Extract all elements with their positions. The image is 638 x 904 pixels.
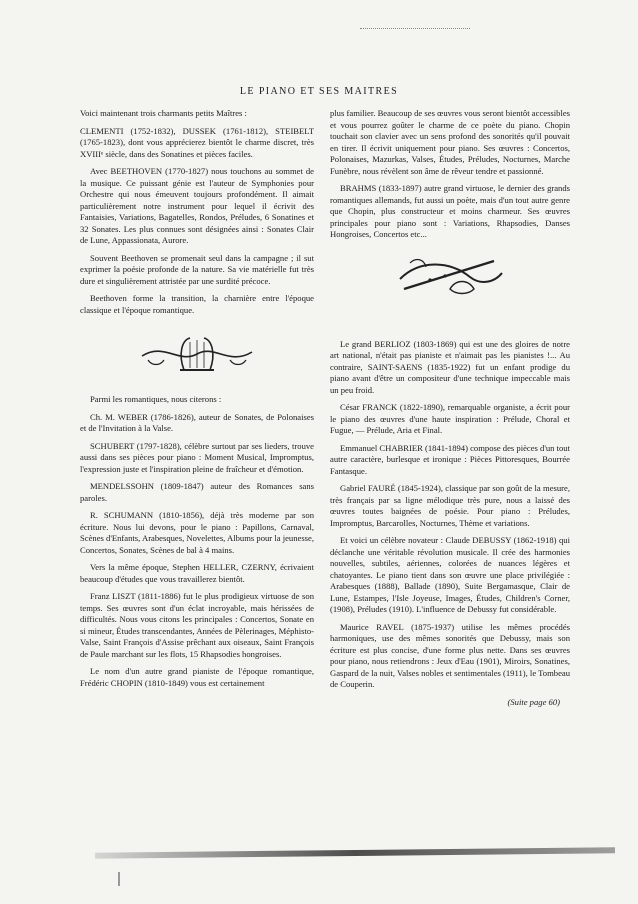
- paragraph: Ch. M. WEBER (1786-1826), auteur de Sonates, de Polonaises et de l'Invitation à la Valse.: [80, 411, 314, 433]
- flute-ornament-icon: [390, 249, 510, 299]
- scan-smudge: [360, 28, 470, 32]
- paragraph: Et voici un célèbre novateur : Claude DEBUSSY (1862-1918) qui déclanche une véritable révolution musicale. Il crée des harmonies nouvelles, subtiles, aériennes, colorées de nuances légères et chatoyantes. Le piano tient dans son œuvre une place privilégiée : Arabesques (1888), Ballade (1890), Suite Bergamasque, Clair de Lune, Estampes, l'Isle Joyeuse, Images, Études, Children's Corner, (1908), Préludes (1910). L'influence de Debussy fut considérable.: [330, 535, 570, 614]
- paragraph: MENDELSSOHN (1809-1847) auteur des Romances sans paroles.: [80, 481, 314, 503]
- paragraph: R. SCHUMANN (1810-1856), déjà très moderne par son écriture. Nous lui devons, pour le piano : Papillons, Carnaval, Scènes d'Enfants, Arabesques, Novelettes, Albums pour la jeunesse, Concertos, Sonates, Scènes de bal à 4 mains.: [80, 510, 314, 555]
- paragraph: Le nom d'un autre grand pianiste de l'époque romantique, Frédéric CHOPIN (1810-1849) vous est certainement: [80, 666, 314, 688]
- paragraph: Beethoven forme la transition, la charnière entre l'époque classique et l'époque romantique.: [80, 293, 314, 315]
- paragraph: CLEMENTI (1752-1832), DUSSEK (1761-1812), STEIBELT (1765-1823), dont vous apprécierez bientôt le charme discret, très XVIIIᵉ siècle, dans des Sonatines et pièces faciles.: [80, 125, 314, 159]
- right-column: [330, 108, 570, 708]
- paragraph: Voici maintenant trois charmants petits Maîtres :: [80, 108, 247, 118]
- paragraph: Le grand BERLIOZ (1803-1869) qui est une des gloires de notre art national, n'était pas pianiste et n'aimait pas les pianistes !... Au contraire, SAINT-SAENS (1835-1922) fut un enfant prodige du piano avant d'être un compositeur d'une technique impeccable mais un peu froid.: [330, 338, 570, 395]
- paragraph: Avec BEETHOVEN (1770-1827) nous touchons au sommet de la musique. Ce puissant génie est l'auteur de Symphonies pour Orchestre qui nous émeuvent toujours profondément. Il aimait particulièrement notre instrument pour lequel il écrivit des Fantaisies, Variations, Bagatelles, Rondos, Préludes, 6 Sonatines et 32 Sonates. Les plus connues sont désignées ainsi : Sonates Clair de Lune, Appassionata, Aurore.: [80, 166, 314, 245]
- paragraph: Vers la même époque, Stephen HELLER, CZERNY, écrivaient beaucoup d'études que vous travaillerez bientôt.: [80, 562, 314, 584]
- left-column: [80, 108, 314, 695]
- lyre-ornament-icon: [134, 334, 260, 374]
- paragraph: Maurice RAVEL (1875-1937) utilise les mêmes procédés harmoniques, use des mêmes sonorités que Debussy, mais son écriture est plus concise, d'une forme plus nette. Dans ses œuvres pour piano, nous retiendrons : Jeux d'Eau (1901), Miroirs, Sonatines, Gaspard de la nuit, Valses nobles et sentimentales (1911), le Tombeau de Couperin.: [330, 621, 570, 689]
- scan-mark: [118, 872, 120, 886]
- paragraph: Emmanuel CHABRIER (1841-1894) compose des pièces d'un tout autre caractère, burlesque et ironique : Pièces Pittoresques, Bourrée Fantasque.: [330, 442, 570, 476]
- paragraph: Franz LISZT (1811-1886) fut le plus prodigieux virtuose de son temps. Ses œuvres sont d'un éclat incroyable, mais hérissées de difficultés. Nous vous citons les principales : Concertos, Sonate en si mineur, Études transcendantes, Années de Pèlerinages, Méphisto-Valse, Saint François d'Assise prêchant aux oiseaux, Saint François de Paule marchant sur les flots, 15 Rhapsodies hongroises.: [80, 591, 314, 659]
- paragraph: Gabriel FAURÉ (1845-1924), classique par son goût de la mesure, très français par sa ligne mélodique très pure, nous a laissé des œuvres toutes baignées de poésie. Pour piano : Préludes, Impromptus, Barcarolles, Nocturnes, Thème et variations.: [330, 483, 570, 528]
- paragraph: BRAHMS (1833-1897) autre grand virtuose, le dernier des grands romantiques allemands, fut aussi un poète, mais d'un tout autre genre que Chopin, plus constructeur et moins charmeur. Ses œuvres principales pour piano sont : Variations, Rhapsodies, Danses Hongroises, Concertos etc...: [330, 183, 570, 239]
- paragraph: Parmi les romantiques, nous citerons :: [90, 394, 222, 404]
- continued-note: (Suite page 60): [507, 696, 560, 707]
- paragraph: plus familier. Beaucoup de ses œuvres vous seront bientôt accessibles et vous pourrez goûter le charme de ce poète du piano. Chopin touchait son clavier avec un sens profond des sonorités qu'il pouvait en tirer. Il écrivit uniquement pour piano. Ses œuvres : Concertos, Polonaises, Mazurkas, Valses, Études, Préludes, Nocturnes, Marche Funèbre, nous révèlent son âme de rêveur tendre et passionné.: [330, 108, 570, 176]
- page-title: LE PIANO ET SES MAITRES: [239, 86, 399, 97]
- scan-smudge: [95, 847, 615, 858]
- paragraph: Souvent Beethoven se promenait seul dans la campagne ; il sut exprimer la poésie profonde de la nature. Sa vie matérielle fut très dure et singulièrement attristée par une surdité précoce.: [80, 252, 314, 286]
- paragraph: César FRANCK (1822-1890), remarquable organiste, a écrit pour le piano des œuvres d'une haute inspiration : Prélude, Choral et Fugue, — Prélude, Aria et Final.: [330, 402, 570, 435]
- paragraph: SCHUBERT (1797-1828), célèbre surtout par ses lieders, trouve aussi dans ses pièces pour piano : Moment Musical, Impromptus, l'expression juste et l'inspiration pleine de fraîcheur et d'émotion.: [80, 440, 314, 474]
